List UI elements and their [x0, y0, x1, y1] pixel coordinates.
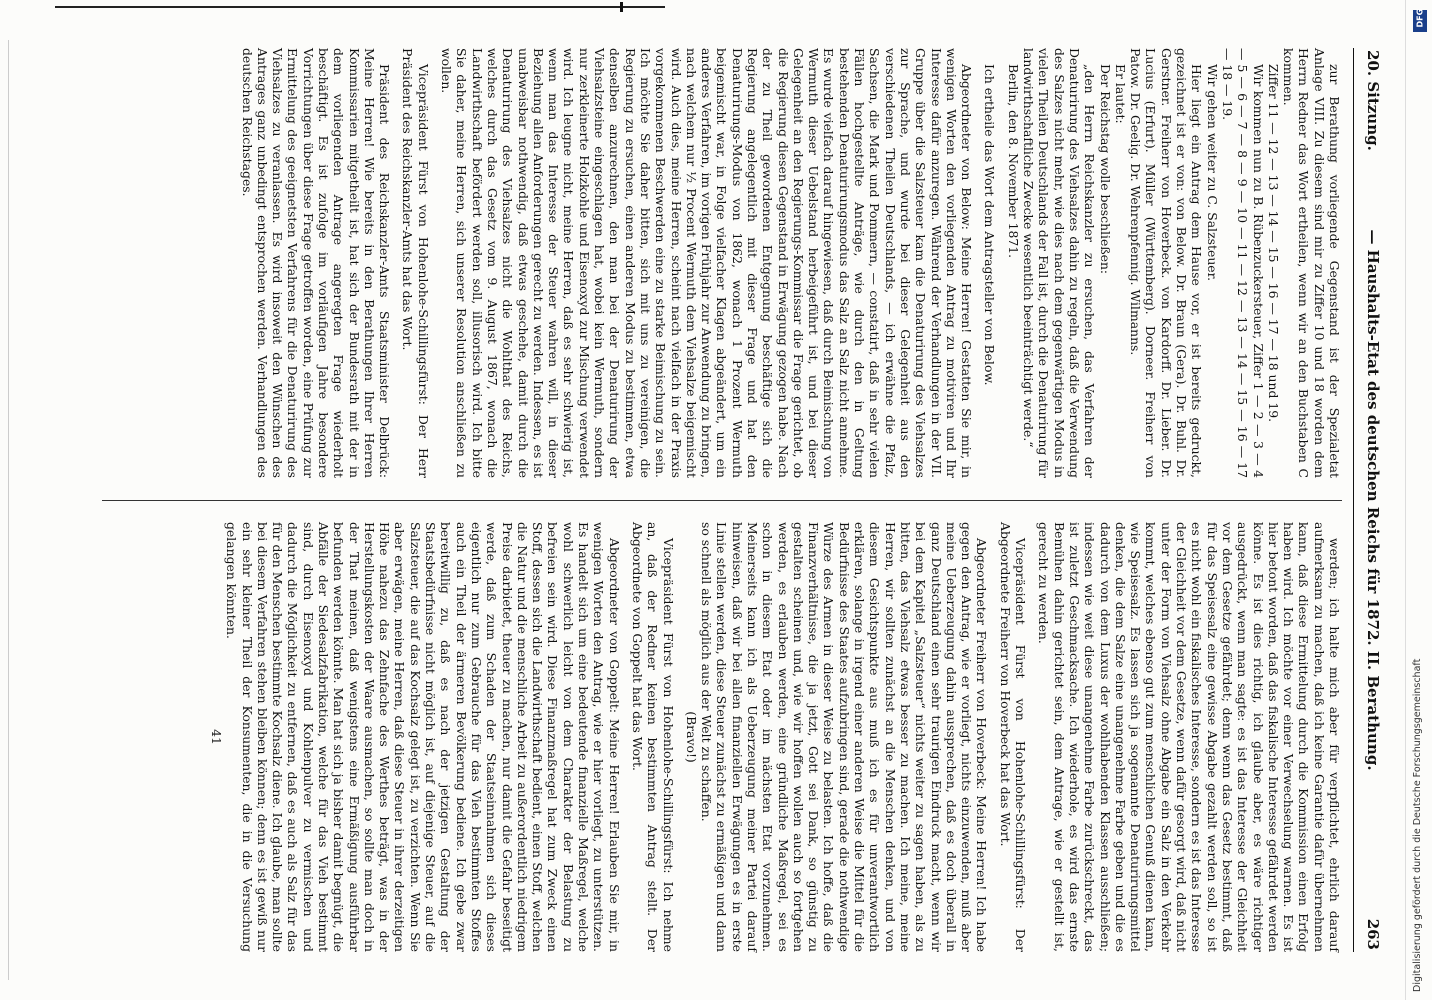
page-header: [1356, 20, 1390, 980]
session-label: 20. Sitzung.: [1364, 50, 1382, 151]
paragraph: Hier liegt ein Antrag dem Hause vor, er ist bereits gedruckt, gezeichnet ist er von: von Below. Dr. Braun (Gera). Dr. Buhl. Dr. Gerstner. Freiherr von Hoverbeck. von Kardorff. Dr. Lieber. Dr. Lucius (Erfurt). Müller (Württemberg). Dorneer. Freiherr von Patow. Dr. Geelig. Dr. Wehrenpfennig. Wilmanns.: [1128, 48, 1205, 478]
left-column: [239, 48, 1342, 478]
paragraph: werden; ich halte mich aber für verpflichtet, ehrlich darauf aufmerksam zu machen, daß ich keine Garantie dafür übernehmen kann, daß diese Ermittelung durch die Kommission einen Erfolg haben wird. Ich möchte vor einer Verwechselung warnen. Es ist hier betont worden, daß das fiskalische Interesse gefährdet werden könne. Es ist dies richtig, ich glaube aber, es wäre richtiger ausgedrückt, wenn man sagte: es ist das Interesse der Gleichheit vor dem Gesetze gefährdet; denn wenn das Gesetz bestimmt, daß für das Speisesalz eine gewisse Abgabe gezahlt werden soll, so ist es nicht wohl ein fiskalisches Interesse, sondern es ist das Interesse der Gleichheit vor dem Gesetze, wenn dafür gesorgt wird, daß nicht unter der Form von Viehsalz ohne Abgabe ein Salz in den Verkehr kommt, welches ebenso gut zum menschlichen Genuß dienen kann, wie Speisesalz. Es lassen sich ja sogenannte Denaturirungsmittel denken, die dem Salze eine unangenehme Farbe geben und die es dadurch von dem Luxus der wohlhabenden Klassen ausschließen; indessen wie weit diese unangenehme Farbe zurückschreckt, das ist zuletzt Geschmacksache. Ich wiederhole, es wird das ernste Bemühen dahin gerichtet sein, dem Antrage, wie er gestellt ist, gerecht zu werden.: [1036, 522, 1342, 952]
paragraph: zur Berathung vorliegende Gegenstand ist der Spezialetat Anlage VIII. Zu diesem sind mir zu Ziffer 10 und 18 worden dem Herrn Redner das Wort ertheilen, wenn wir an den Buchstaben C kommen.: [1281, 48, 1342, 478]
page-number: 263: [1364, 918, 1382, 950]
interjection: (Bravo!): [683, 711, 699, 763]
scan-mark: [620, 2, 623, 12]
speech-paragraph: Vicepräsident Fürst von Hohenlohe-Schillingsfürst: Der Herr Präsident des Reichskanzler-Amts hat das Wort.: [400, 48, 431, 478]
quoted-motion: „den Herrn Reichskanzler zu ersuchen, das Verfahren der Denaturirung des Viehsalzes dahin zu regeln, daß die Verwendung des Salzes nicht mehr, wie dies nach dem gegenwärtigen Modus in vielen Theilen Deutschlands der Fall ist, durch die Denaturirung für landwirthschaftliche Zwecke wesentlich beeinträchtigt werde.“: [1021, 48, 1098, 478]
paragraph: Wir gehen weiter zu C. Salzsteuer.: [1204, 64, 1220, 282]
dfg-logo-icon: DFG: [1413, 10, 1427, 32]
speech-paragraph: Präsident des Reichskanzler-Amts Staatsminister Delbrück: Meine Herren! Wie bereits in den Berathungen Ihrer Herren Kommissarien mitgetheilt ist, hat sich der Bundesrath mit der in dem vorliegenden Antrage angeregten Frage wiederholt beschäftigt. Es ist zufolge im vorläufigen Jahre besondere Vorrichtungen über diese Frage getroffen worden, eine Prüfung zur Ermittelung des geeignetsten Verfahrens für die Denaturirung des Viehsalzes zu veranlassen. Es wird insoweit den Wünschen des Antrages ganz unbedingt entsprochen werden. Verhandlungen des deutschen Reichstages.: [239, 48, 393, 478]
paragraph: Ziffer 11 — 12 — 13 — 14 — 15 — 16 — 17 — 18 und 19.: [1265, 64, 1281, 423]
signature-number: 41: [208, 729, 224, 745]
paragraph: Wir kommen nun zu B. Rübenzuckersteuer, Ziffer 1 — 2 — 3 — 4 — 5 — 6 — 7 — 8 — 9 — 10 — 11 — 12 — 13 — 14 — 15 — 16 — 17 — 18 — 19.: [1219, 48, 1266, 478]
dfg-credit-strip: [1412, 0, 1430, 1000]
speech-paragraph: Abgeordneter Freiherr von Hoverbeck: Meine Herren! Ich habe gegen den Antrag, wie er vorliegt, nichts einzuwenden, muß aber meine Ueberzeugung dahin aussprechen, daß es doch überall in ganz Deutschland einen sehr traurigen Eindruck macht, wenn wir bei dem Kapitel „Salzsteuer“ nichts weiter zu sagen haben, als zu bitten, das Viehsalz etwas besser zu machen. Ich meine, meine Herren, wir sollten zunächst an die Menschen denken, und von diesem Gesichtspunkte aus muß ich es für unverantwortlich erklären, solange in irgend einer anderen Weise die Mittel für die Bedürfnisse des Staates aufzubringen sind, gerade die nothwendige Würze des Armen in dieser Weise zu belasten. Ich hoffe, daß die Finanzverhältnisse, die ja jetzt, Gott sei Dank, so günstig zu gestalten scheinen und, wie wir hoffen wollen auch so fortgehen werden, es erlauben werden, eine gründliche Maßregel, sei es schon in diesem Etat oder im nächsten Etat vorzunehmen. Meinerseits kann ich als Ueberzeugung meiner Partei darauf hinweisen, daß wir bei allen finanziellen Erwägungen es in erste Linie stellen werden, diese Steuer zunächst zu ermäßigen und dann so schnell als möglich aus der Welt zu schaffen.: [699, 522, 990, 952]
speech-paragraph: Vicepräsident Fürst von Hohenlohe-Schillingsfürst: Ich nehme an, daß der Redner keinen bestimmten Antrag stellt. Der Abgeordnete von Goppelt hat das Wort.: [629, 522, 676, 952]
paragraph: Er lautet:: [1112, 64, 1128, 124]
right-column: [209, 522, 1342, 952]
speech-paragraph: Abgeordneter von Below: Meine Herren! Gestatten Sie mir, in wenigen Worten den vorliegenden Antrag zu motiviren und Ihr Interesse dafür anzuregen. Während der Verhandlungen in der VII. Gruppe über die Salzsteuer kam die Denaturirung des Viehsalzes zur Sprache, und wurde bei dieser Gelegenheit aus den verschiedenen Theilen Deutschlands, — ich erwähne die Pfalz, Sachsen, die Mark und Pommern, — constatirt, daß in sehr vielen Fällen hochgestellte Anträge, wie durch den in Geltung bestehenden Denaturirungsmodus das Salz an Salz nicht annehme. Es wurde vielfach darauf hingewiesen, daß durch Beimischung von Wermuth dieser Uebelstand herbeigeführt ist, und bei dieser Gelegenheit an den Regierungs-Kommissar die Frage gerichtet, ob die Regierung diesen Gegenstand in Erwägung gezogen habe. Nach der zu Theil gewordenen Entgegnung beschäftige sich die Regierung angelegentlich mit dieser Frage und hat den Denaturirungs-Modus von 1862, wonach 1 Prozent Wermuth beigemischt war, in Folge vielfacher Klagen abgeändert, um ein anderes Verfahren, im vorigen Frühjahr zur Anwendung zu bringen, nach welchem nur ½ Procent Wermuth dem Viehsalze beigemischt wird. Auch dies, meine Herren, scheint nach vielfach in der Praxis vorgekommenen Beschwerden eine zu starke Beimischung zu sein. Ich möchte Sie daher bitten, sich mit uns zu vereinigen, die Regierung zu ersuchen, einen anderen Modus zu bestimmen, etwa denselben anzurechnen, den man bei der Denaturirung der Viehsalzsteine eingeschlagen hat, wobei kein Wermuth, sondern nur zerkleinerte Holzkohle und Eisenoxyd zur Mischung verwendet wird. Ich leugne nicht, meine Herren, daß es sehr schwierig ist, wenn man das Interesse der Steuer wahren will, in dieser Beziehung allen Anforderungen gerecht zu werden. Indessen, es ist unabweisbar nothwendig, daß etwas geschehe, damit durch die Denaturirung des Viehsalzes nicht die Wohlthat des Reichs, welches durch das Gesetz vom 9. August 1867, wonach die Landwirthschaft befördert werden soll, illusorisch wird. Ich bitte Sie daher, meine Herren, sich unserer Resolution anschließen zu wollen.: [439, 48, 975, 478]
scan-right-edge: [1405, 0, 1406, 1000]
column-separator: [102, 500, 1342, 501]
rotated-page-content: [20, 20, 1390, 980]
scan-edge-line: [55, 6, 665, 8]
date-line: Berlin, den 8. November 1871.: [1005, 64, 1021, 259]
header-title: — Haushalts-Etat des deutschen Reichs für 1872. II. Berathung.: [1364, 229, 1382, 771]
scan-left-edge: [8, 40, 9, 980]
dfg-credit-text: Digitalisierung gefördert durch die Deutsche Forschungsgemeinschaft: [1412, 658, 1423, 992]
paragraph: Der Reichstag wolle beschließen:: [1097, 64, 1113, 275]
document-page: [20, 20, 1400, 980]
header-rule: [1353, 48, 1354, 952]
speech-paragraph: Abgeordneter von Goppelt: Meine Herren! Erlauben Sie mir, in wenigen Worten den Antrag, wie er hier vorliegt, zu unterstützen. Es handelt sich um eine bedeutende finanzielle Maßregel, welche wohl schwerlich leicht von dem Charakter der Belastung zu befreien sein wird. Diese Finanzmaßregel hat zum Zweck einen Stoff, dessen sich die Landwirthschaft bedient, einen Stoff, welchen die Natur und die menschliche Arbeit zu außerordentlich niedrigem Preise darbietet, theuer zu machen, nur damit die Gefahr beseitigt werde, daß zum Schaden der Staatseinnahmen sich dieses eigentlich nur zum Gebrauche für das Vieh bestimmten Stoffes auch ein Theil der ärmeren Bevölkerung bediene. Ich gebe zwar bereitwillig zu, daß es nach der jetzigen Gestaltung der Staatsbedürfnisse nicht möglich ist, auf diejenige Steuer, auf die Salzsteuer, die auf das Kochsalz gelegt ist, zu verzichten. Wenn Sie aber erwägen, meine Herren, daß diese Steuer in ihrer derzeitigen Höhe nahezu das Zehnfache des Werthes beträgt, was in der Herstellungskosten der Waare ausmachen, so sollte man doch in der That meinen, daß wenigstens eine Ermäßigung ausführbar befunden werden könnte. Man hat sich ja bisher damit begnügt, die Abfälle der Siedesalzfabrikation, welche für das Vieh bestimmt sind, durch Eisenoxyd und Kohlenpulver zu vermischen und dadurch die Möglichkeit zu entfernen, daß es auch als Salz für das für den Menschen bestimmte Kochsalz diene. Ich glaube, man sollte bei diesem Verfahren stehen bleiben können; denn es ist gewiß nur ein sehr kleiner Theil der Konsumenten, die in die Versuchung gelangen könnten.: [224, 522, 622, 952]
paragraph: Ich ertheile das Wort dem Antragsteller von Below.: [982, 64, 998, 386]
speech-paragraph: Vicepräsident Fürst von Hohenlohe-Schillingsfürst: Der Abgeordnete Freiherr von Hoverbeck hat das Wort.: [997, 522, 1029, 952]
